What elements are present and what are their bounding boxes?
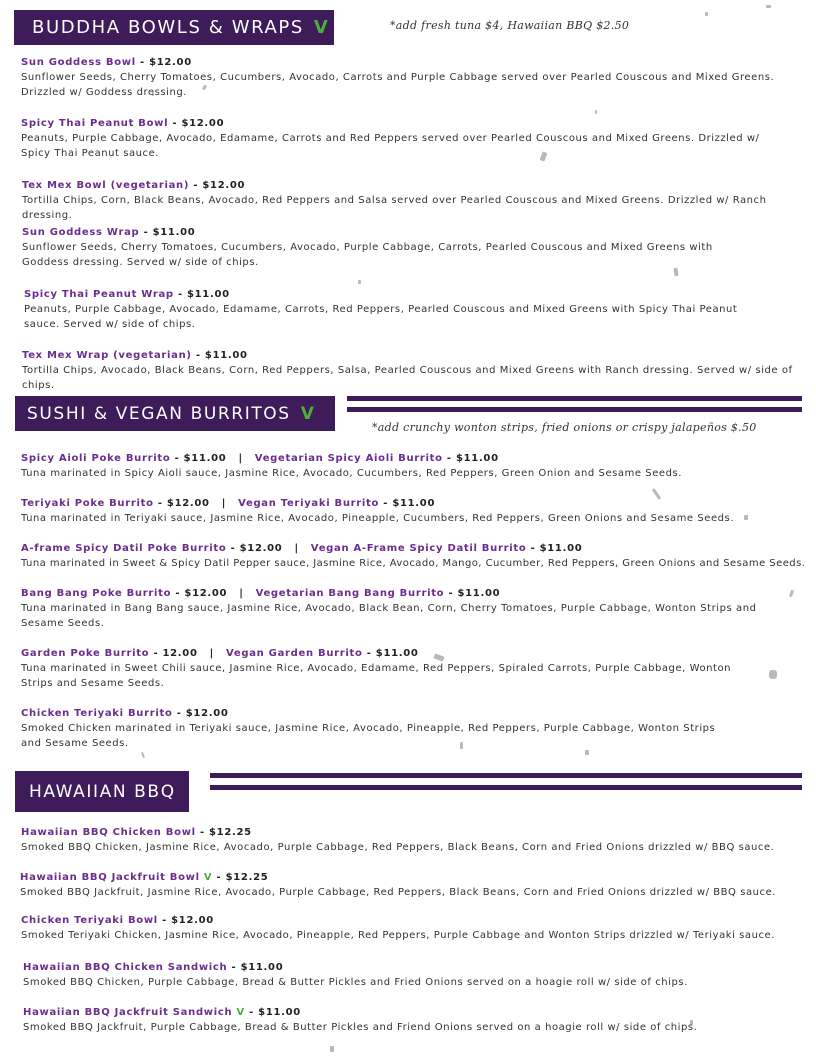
vegan-mark: V [300, 403, 316, 424]
divider-rule [210, 773, 802, 778]
separator: - [171, 588, 185, 599]
item-description: Smoked BBQ Jackfruit, Jasmine Rice, Avocado, Purple Cabbage, Red Peppers, Black Beans, Corn and Fried Onions drizzled w/ BBQ sauce. [20, 887, 777, 898]
item-name: Hawaiian BBQ Jackfruit Sandwich [23, 1007, 233, 1018]
item-name: Sun Goddess Wrap [22, 227, 140, 238]
item-name: Hawaiian BBQ Chicken Bowl [21, 827, 196, 838]
item-price: $12.00 [149, 57, 192, 68]
section-header-buddha-bowls [14, 10, 334, 45]
section-note: *add crunchy wonton strips, fried onions or crispy jalapeños $.50 [372, 421, 757, 434]
divider-rule [210, 785, 802, 790]
item-divider: | [209, 648, 214, 659]
alt-item-name: Vegan A-Frame Spicy Datil Burrito [310, 543, 527, 554]
separator: - [157, 915, 172, 926]
separator: - [244, 1007, 259, 1018]
menu-item [0, 1007, 816, 1035]
separator: - [149, 648, 163, 659]
item-description: Smoked Chicken marinated in Teriyaki sauce, Jasmine Rice, Avocado, Pineapple, Red Peppers, Purple Cabbage, Wonton Strips and Sesame Seeds. [21, 723, 716, 749]
separator: - [442, 453, 456, 464]
menu-item [0, 453, 816, 481]
menu-item [0, 57, 816, 100]
item-price: $12.00 [184, 588, 228, 599]
item-description: Tuna marinated in Spicy Aioli sauce, Jasmine Rice, Avocado, Cucumbers, Red Peppers, Green Onion and Sesame Seeds. [21, 468, 682, 479]
item-description: Tuna marinated in Sweet & Spicy Datil Pepper sauce, Jasmine Rice, Avocado, Mango, Cucumber, Red Peppers, Green Onions and Sesame Seeds. [21, 558, 806, 569]
separator: - [379, 498, 393, 509]
menu-item [0, 180, 816, 223]
item-name: Sun Goddess Bowl [21, 57, 136, 68]
alt-item-price: $11.00 [457, 588, 501, 599]
item-divider: | [239, 588, 244, 599]
item-price: $11.00 [152, 227, 196, 238]
item-price: $12.25 [225, 872, 269, 883]
vegan-mark: V [203, 872, 213, 883]
separator: - [212, 872, 226, 883]
item-price: $12.25 [209, 827, 252, 838]
item-name: Tex Mex Bowl (vegetarian) [22, 180, 190, 191]
separator: - [362, 648, 376, 659]
menu-item [0, 543, 816, 571]
item-name: Hawaiian BBQ Jackfruit Bowl [20, 872, 200, 883]
separator: - [173, 289, 187, 300]
item-description: Tuna marinated in Sweet Chili sauce, Jasmine Rice, Avocado, Edamame, Red Peppers, Spiraled Carrots, Purple Cabbage, Wonton Strips and Sesame Seeds. [21, 663, 732, 689]
vegan-mark: V [236, 1007, 245, 1018]
item-price: $12.00 [239, 543, 283, 554]
alt-item-price: $11.00 [455, 453, 499, 464]
separator: - [191, 350, 205, 361]
item-divider: | [238, 453, 243, 464]
section-header-hawaiian-bbq [15, 771, 189, 812]
divider-rule [347, 396, 802, 401]
alt-item-name: Vegetarian Spicy Aioli Burrito [254, 453, 443, 464]
item-description: Tuna marinated in Bang Bang sauce, Jasmine Rice, Avocado, Black Bean, Corn, Cherry Tomatoes, Purple Cabbage, Wonton Strips and Sesame Seeds. [21, 603, 757, 629]
section-title: BUDDHA BOWLS & WRAPS [32, 17, 304, 38]
item-description: Peanuts, Purple Cabbage, Avocado, Edamame, Carrots and Red Peppers served over Pearled Couscous and Mixed Greens. Drizzled w/ Spicy Thai Peanut sauce. [21, 133, 760, 159]
item-name: Chicken Teriyaki Burrito [21, 708, 173, 719]
separator: - [189, 180, 203, 191]
item-description: Smoked BBQ Chicken, Purple Cabbage, Bread & Butter Pickles and Fried Onions served on a hoagie roll w/ side of chips. [23, 977, 688, 988]
item-price: $12.00 [171, 915, 214, 926]
item-divider: | [294, 543, 299, 554]
menu-item [0, 289, 816, 332]
menu-item [0, 588, 816, 631]
alt-item-price: $11.00 [539, 543, 583, 554]
item-description: Sunflower Seeds, Cherry Tomatoes, Cucumbers, Avocado, Purple Cabbage, Carrots, Pearled Couscous and Mixed Greens with Goddess dressing. Served w/ side of chips. [22, 242, 713, 268]
menu-item [0, 872, 816, 900]
item-description: Smoked BBQ Jackfruit, Purple Cabbage, Bread & Butter Pickles and Friend Onions served on a hoagie roll w/ side of chips. [23, 1022, 698, 1033]
item-description: Smoked BBQ Chicken, Jasmine Rice, Avocado, Purple Cabbage, Red Peppers, Black Beans, Corn and Fried Onions drizzled w/ BBQ sauce. [21, 842, 775, 853]
alt-item-name: Vegan Garden Burrito [225, 648, 363, 659]
item-name: A-frame Spicy Datil Poke Burrito [21, 543, 227, 554]
item-name: Spicy Aioli Poke Burrito [21, 453, 171, 464]
item-price: $11.00 [258, 1007, 301, 1018]
item-description: Tuna marinated in Teriyaki sauce, Jasmine Rice, Avocado, Pineapple, Cucumbers, Red Peppers, Green Onions and Sesame Seeds. [21, 513, 735, 524]
separator: - [139, 227, 153, 238]
menu-item [0, 350, 816, 393]
vegan-mark: V [313, 17, 330, 38]
item-price: $11.00 [186, 289, 230, 300]
section-header-sushi-burritos [15, 396, 335, 431]
item-description: Sunflower Seeds, Cherry Tomatoes, Cucumbers, Avocado, Carrots and Purple Cabbage served over Pearled Couscous and Mixed Greens. Drizzled w/ Goddess dressing. [21, 72, 775, 98]
item-description: Tortilla Chips, Corn, Black Beans, Avocado, Red Peppers and Salsa served over Pearled Couscous and Mixed Greens. Drizzled w/ Ranch dressing. [22, 195, 767, 221]
section-title: HAWAIIAN BBQ [29, 781, 176, 802]
separator: - [170, 453, 184, 464]
item-divider: | [221, 498, 227, 509]
item-name: Garden Poke Burrito [21, 648, 150, 659]
item-price: $11.00 [183, 453, 227, 464]
section-note: *add fresh tuna $4, Hawaiian BBQ $2.50 [390, 19, 630, 32]
item-description: Tortilla Chips, Avocado, Black Beans, Corn, Red Peppers, Salsa, Pearled Couscous and Mixed Greens with Ranch dressing. Served w/ side of chips. [22, 365, 793, 391]
item-name: Spicy Thai Peanut Wrap [24, 289, 174, 300]
item-price: $12.00 [202, 180, 246, 191]
item-price: 12.00 [162, 648, 198, 659]
separator: - [226, 543, 240, 554]
separator: - [153, 498, 167, 509]
menu-item [0, 648, 816, 691]
separator: - [195, 827, 209, 838]
item-price: $12.00 [166, 498, 210, 509]
menu-item [0, 708, 816, 751]
separator: - [444, 588, 458, 599]
item-name: Spicy Thai Peanut Bowl [21, 118, 169, 129]
divider-rule [347, 407, 802, 412]
item-price: $12.00 [181, 118, 225, 129]
separator: - [227, 962, 241, 973]
section-title: SUSHI & VEGAN BURRITOS [27, 403, 291, 424]
item-name: Bang Bang Poke Burrito [21, 588, 172, 599]
separator: - [526, 543, 540, 554]
item-name: Hawaiian BBQ Chicken Sandwich [23, 962, 228, 973]
item-price: $12.00 [185, 708, 229, 719]
menu-item [0, 227, 816, 270]
item-name: Tex Mex Wrap (vegetarian) [22, 350, 192, 361]
menu-item [0, 827, 816, 855]
alt-item-name: Vegan Teriyaki Burrito [238, 498, 380, 509]
item-description: Peanuts, Purple Cabbage, Avocado, Edamame, Carrots, Red Peppers, Pearled Couscous and Mixed Greens with Spicy Thai Peanut sauce. Served w/ side of chips. [24, 304, 738, 330]
separator: - [168, 118, 182, 129]
item-description: Smoked Teriyaki Chicken, Jasmine Rice, Avocado, Pineapple, Red Peppers, Purple Cabbage and Wonton Strips drizzled w/ Teriyaki sauce. [21, 930, 775, 941]
menu-item [0, 498, 816, 526]
separator: - [172, 708, 186, 719]
alt-item-price: $11.00 [392, 498, 436, 509]
alt-item-name: Vegetarian Bang Bang Burrito [255, 588, 445, 599]
item-name: Chicken Teriyaki Bowl [21, 915, 158, 926]
item-price: $11.00 [204, 350, 248, 361]
item-price: $11.00 [240, 962, 284, 973]
menu-item [0, 118, 816, 161]
alt-item-price: $11.00 [375, 648, 419, 659]
separator: - [135, 57, 150, 68]
item-name: Teriyaki Poke Burrito [21, 498, 154, 509]
menu-item [0, 915, 816, 943]
menu-item [0, 962, 816, 990]
